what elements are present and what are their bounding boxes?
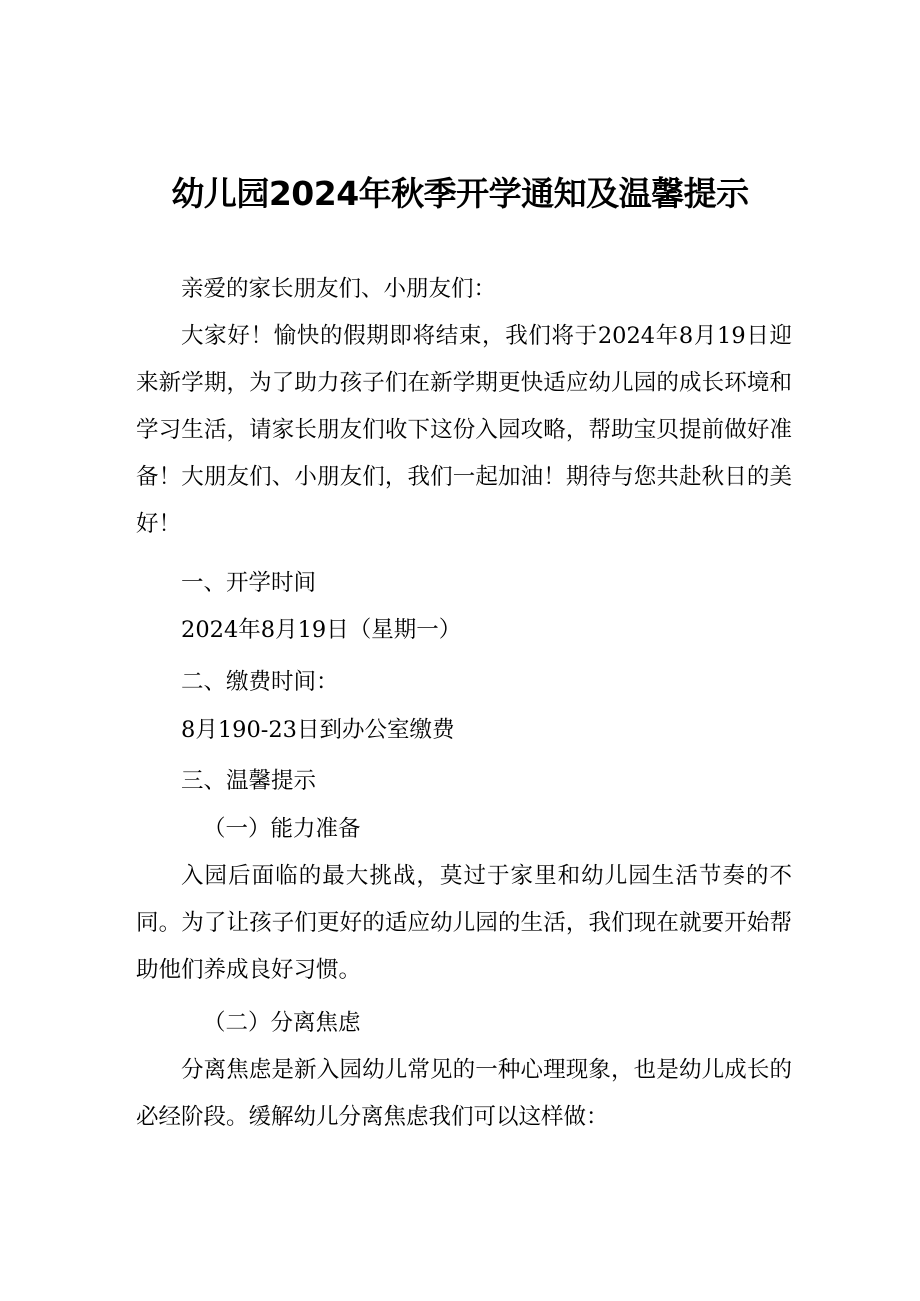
greeting: 亲爱的家长朋友们、小朋友们： bbox=[181, 276, 497, 302]
intro-paragraph: 大家好！愉快的假期即将结束，我们将于2024年8月19日迎来新学期，为了助力孩子们在新学期更快适应幼儿园的成长环境和学习生活，请家长朋友们收下这份入园攻略，帮助宝贝提前做好准备！大朋友们、小朋友们，我们一起加油！期待与您共赴秋日的美好！ bbox=[136, 323, 792, 537]
section-heading-start-time: 一、开学时间 bbox=[181, 570, 317, 596]
subsection-heading-ability: （一）能力准备 bbox=[203, 816, 361, 842]
payment-text: 8月190-23日到办公室缴费 bbox=[181, 717, 455, 743]
document-title: 幼儿园2024年秋季开学通知及温馨提示 bbox=[171, 174, 749, 213]
start-date-text: 2024年8月19日（星期一） bbox=[181, 617, 462, 643]
separation-paragraph: 分离焦虑是新入园幼儿常见的一种心理现象，也是幼儿成长的必经阶段。缓解幼儿分离焦虑我们可以这样做： bbox=[136, 1057, 792, 1130]
subsection-heading-separation: （二）分离焦虑 bbox=[203, 1010, 361, 1036]
ability-paragraph: 入园后面临的最大挑战，莫过于家里和幼儿园生活节奏的不同。为了让孩子们更好的适应幼儿园的生活，我们现在就要开始帮助他们养成良好习惯。 bbox=[136, 863, 792, 983]
section-heading-payment-time: 二、缴费时间： bbox=[181, 669, 339, 695]
section-heading-tips: 三、温馨提示 bbox=[181, 768, 317, 794]
